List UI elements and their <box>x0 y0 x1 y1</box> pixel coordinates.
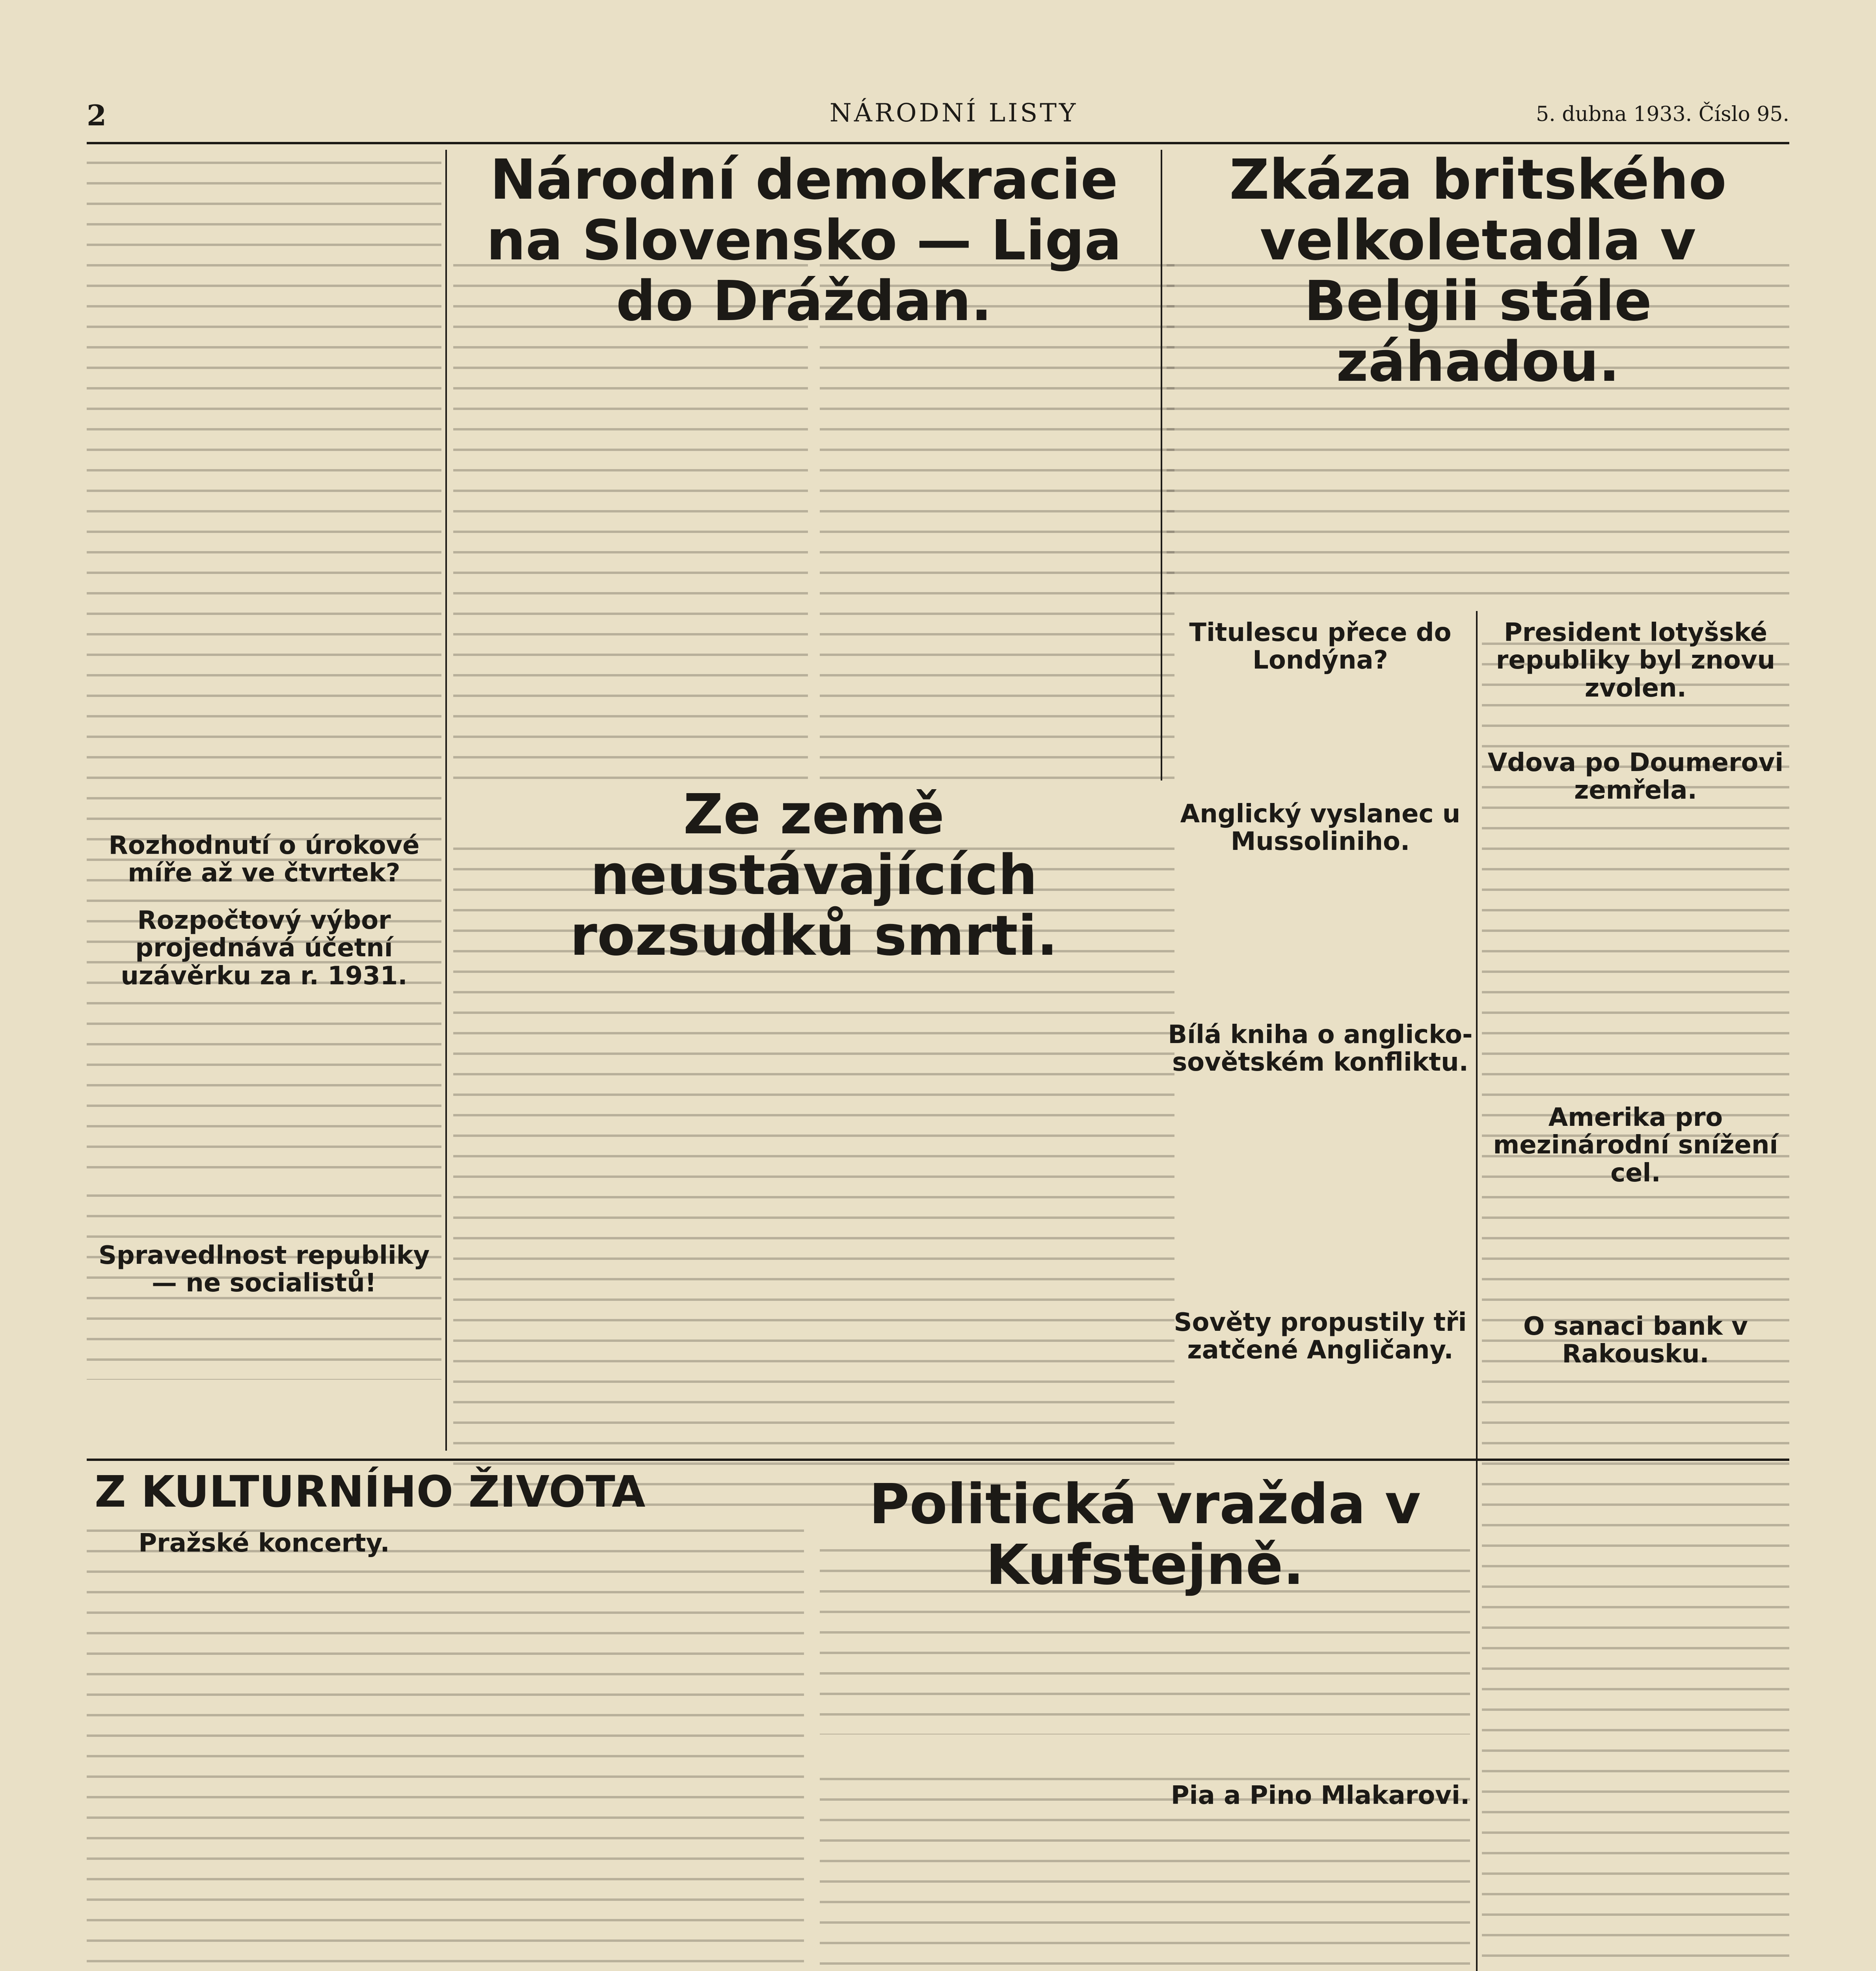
column-1-text <box>87 150 441 1175</box>
headline-neverending: Ze země neustávajících rozsudků smrti. <box>570 782 1058 968</box>
headline-latvia: President lotyšské republiky byl znovu zvolen. <box>1496 618 1776 703</box>
headline-whitebook: Bílá kniha o anglicko-sovětském konfliktu. <box>1168 1020 1473 1077</box>
column-rule <box>445 150 447 1451</box>
section-rule <box>87 1459 1789 1461</box>
headline-banks: O sanaci bank v Rakousku. <box>1523 1312 1748 1369</box>
headline-slovakia: Národní demokracie na Slovensko — Liga do Dráždan. <box>486 148 1122 333</box>
newspaper-title: NÁRODNÍ LISTY <box>829 99 1078 128</box>
culture-text <box>87 1518 804 1971</box>
headline-justice: Spravedlnost republiky — ne socialistů! <box>98 1241 430 1298</box>
headline-concerts: Pražské koncerty. <box>138 1529 390 1558</box>
column-rule <box>1476 611 1478 1971</box>
headline-decision: Rozhodnutí o úrokové míře až ve čtvrtek? <box>108 831 420 888</box>
headline-pia: Pia a Pino Mlakarovi. <box>1171 1781 1470 1810</box>
section-culture: Z KULTURNÍHO ŽIVOTA <box>95 1466 646 1517</box>
issue-date: 5. dubna 1933. Číslo 95. <box>1536 102 1789 126</box>
headline-america: Amerika pro mezinárodní snížení cel. <box>1493 1103 1778 1188</box>
right-column-text <box>1482 631 1789 1971</box>
headline-budget: Rozpočtový výbor projednává účetní uzávěrku za r. 1931. <box>121 906 408 991</box>
headline-soviets: Sověty propustily tři zatčené Angličany. <box>1174 1308 1467 1365</box>
column-rule <box>1161 150 1162 781</box>
headline-titulescu: Titulescu přece do Londýna? <box>1189 618 1452 675</box>
headline-kufstein: Politická vražda v Kufstejně. <box>869 1472 1421 1597</box>
headline-widow: Vdova po Doumerovi zemřela. <box>1487 748 1784 805</box>
masthead <box>87 99 1789 144</box>
page-number: 2 <box>87 99 107 132</box>
headline-ambassador: Anglický vyslanec u Mussoliniho. <box>1180 799 1461 857</box>
headline-airship: Zkáza britského velkoletadla v Belgii stále záhadou. <box>1229 148 1727 394</box>
